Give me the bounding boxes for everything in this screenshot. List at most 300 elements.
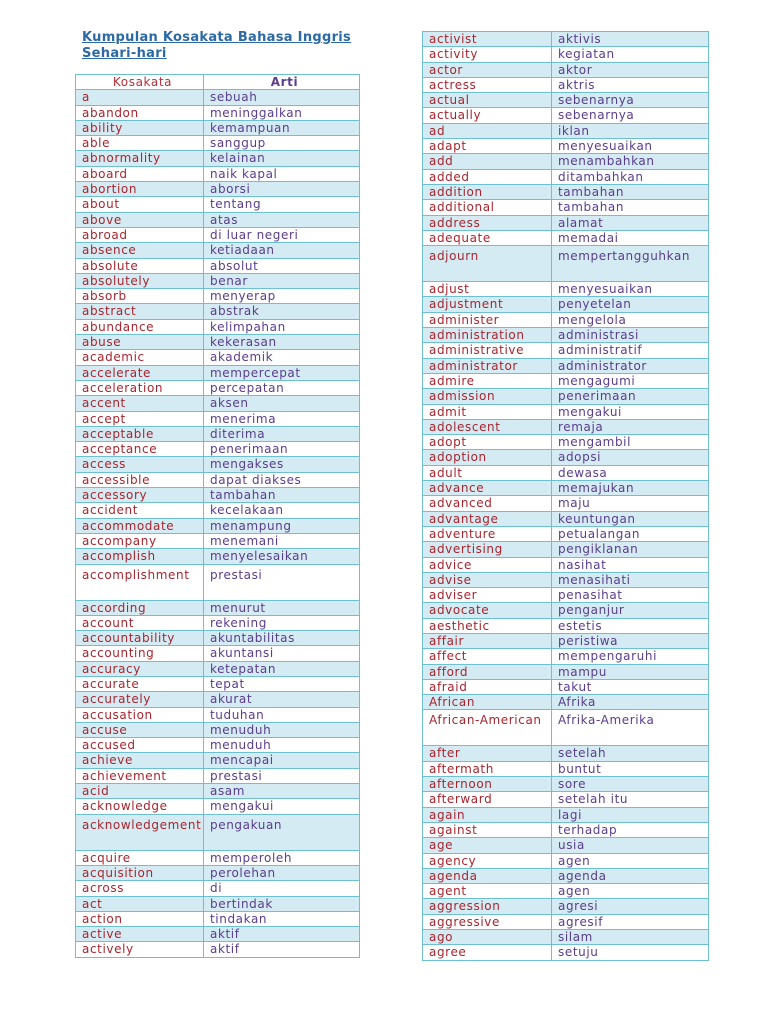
table-row bbox=[423, 32, 709, 47]
table-row bbox=[423, 496, 709, 511]
table-row bbox=[423, 123, 709, 138]
table-row bbox=[423, 184, 709, 199]
table-row bbox=[423, 746, 709, 761]
table-row bbox=[423, 884, 709, 899]
word-cell: addition bbox=[423, 184, 552, 199]
meaning-cell: maju bbox=[552, 496, 709, 511]
meaning-cell: mempertangguhkan bbox=[552, 246, 709, 282]
word-cell: acceleration bbox=[76, 380, 204, 395]
table-row bbox=[423, 435, 709, 450]
table-row bbox=[423, 633, 709, 648]
word-cell: advanced bbox=[423, 496, 552, 511]
meaning-cell: tuduhan bbox=[204, 707, 360, 722]
word-cell: adapt bbox=[423, 139, 552, 154]
table-row bbox=[423, 822, 709, 837]
word-cell: accident bbox=[76, 503, 204, 518]
meaning-cell: silam bbox=[552, 930, 709, 945]
table-row bbox=[76, 768, 360, 783]
word-cell: achievement bbox=[76, 768, 204, 783]
meaning-cell: prestasi bbox=[204, 768, 360, 783]
word-cell: adjourn bbox=[423, 246, 552, 282]
table-header bbox=[76, 75, 360, 90]
table-row bbox=[423, 450, 709, 465]
meaning-cell: kelainan bbox=[204, 151, 360, 166]
table-row bbox=[76, 90, 360, 105]
meaning-cell: buntut bbox=[552, 761, 709, 776]
meaning-cell: dapat diakses bbox=[204, 472, 360, 487]
word-cell: afford bbox=[423, 664, 552, 679]
table-row bbox=[76, 865, 360, 880]
table-row bbox=[76, 197, 360, 212]
meaning-cell: mengakui bbox=[204, 799, 360, 814]
meaning-cell: meninggalkan bbox=[204, 105, 360, 120]
meaning-cell: tepat bbox=[204, 676, 360, 691]
meaning-cell: naik kapal bbox=[204, 166, 360, 181]
table-row bbox=[423, 649, 709, 664]
meaning-cell: setuju bbox=[552, 945, 709, 960]
word-cell: administration bbox=[423, 328, 552, 343]
word-cell: admire bbox=[423, 373, 552, 388]
table-row bbox=[76, 753, 360, 768]
table-row bbox=[423, 679, 709, 694]
table-row bbox=[423, 695, 709, 710]
word-cell: able bbox=[76, 136, 204, 151]
word-cell: abnormality bbox=[76, 151, 204, 166]
word-cell: academic bbox=[76, 350, 204, 365]
table-row bbox=[76, 319, 360, 334]
meaning-cell: penerimaan bbox=[204, 442, 360, 457]
meaning-cell: pengiklanan bbox=[552, 542, 709, 557]
meaning-cell: mempercepat bbox=[204, 365, 360, 380]
word-cell: acquire bbox=[76, 850, 204, 865]
meaning-cell: agen bbox=[552, 884, 709, 899]
meaning-cell: sebuah bbox=[204, 90, 360, 105]
table-row bbox=[76, 911, 360, 926]
word-cell: absolute bbox=[76, 258, 204, 273]
word-cell: adolescent bbox=[423, 419, 552, 434]
word-cell: agenda bbox=[423, 868, 552, 883]
word-cell: adopt bbox=[423, 435, 552, 450]
table-row bbox=[423, 343, 709, 358]
table-row bbox=[76, 151, 360, 166]
word-cell: actor bbox=[423, 62, 552, 77]
table-row bbox=[423, 312, 709, 327]
meaning-cell: menyelesaikan bbox=[204, 549, 360, 564]
table-row bbox=[76, 784, 360, 799]
word-cell: abuse bbox=[76, 335, 204, 350]
word-cell: aggressive bbox=[423, 914, 552, 929]
table-row bbox=[76, 289, 360, 304]
meaning-cell: agresi bbox=[552, 899, 709, 914]
word-cell: above bbox=[76, 212, 204, 227]
table-row bbox=[423, 710, 709, 746]
meaning-cell: tambahan bbox=[552, 200, 709, 215]
table-row bbox=[76, 707, 360, 722]
word-cell: add bbox=[423, 154, 552, 169]
table-row bbox=[76, 942, 360, 957]
word-cell: advise bbox=[423, 572, 552, 587]
meaning-cell: pengakuan bbox=[204, 814, 360, 850]
table-row bbox=[423, 792, 709, 807]
table-row bbox=[423, 853, 709, 868]
meaning-cell: menyesuaikan bbox=[552, 282, 709, 297]
meaning-cell: penyetelan bbox=[552, 297, 709, 312]
table-row bbox=[423, 139, 709, 154]
table-row bbox=[76, 488, 360, 503]
word-cell: affect bbox=[423, 649, 552, 664]
table-row bbox=[423, 542, 709, 557]
word-cell: accounting bbox=[76, 646, 204, 661]
word-cell: actress bbox=[423, 77, 552, 92]
word-cell: adviser bbox=[423, 588, 552, 603]
word-cell: about bbox=[76, 197, 204, 212]
meaning-cell: administrasi bbox=[552, 328, 709, 343]
word-cell: afternoon bbox=[423, 777, 552, 792]
meaning-cell: ketepatan bbox=[204, 661, 360, 676]
word-cell: advantage bbox=[423, 511, 552, 526]
table-row bbox=[76, 564, 360, 600]
meaning-cell: absolut bbox=[204, 258, 360, 273]
page-title bbox=[82, 30, 351, 62]
meaning-cell: terhadap bbox=[552, 822, 709, 837]
meaning-cell: dewasa bbox=[552, 465, 709, 480]
table-row bbox=[423, 62, 709, 77]
meaning-cell: aktif bbox=[204, 927, 360, 942]
word-cell: aftermath bbox=[423, 761, 552, 776]
word-cell: acquisition bbox=[76, 865, 204, 880]
meaning-cell: memadai bbox=[552, 230, 709, 245]
table-row bbox=[423, 618, 709, 633]
table-row bbox=[76, 692, 360, 707]
meaning-cell: estetis bbox=[552, 618, 709, 633]
table-row bbox=[423, 838, 709, 853]
table-row bbox=[423, 899, 709, 914]
table-row bbox=[423, 47, 709, 62]
table-row bbox=[76, 722, 360, 737]
table-row bbox=[423, 664, 709, 679]
header-arti: Arti bbox=[204, 75, 360, 90]
meaning-cell: aktivis bbox=[552, 32, 709, 47]
table-row bbox=[423, 328, 709, 343]
meaning-cell: ketiadaan bbox=[204, 243, 360, 258]
meaning-cell: sanggup bbox=[204, 136, 360, 151]
table-row bbox=[423, 603, 709, 618]
table-row bbox=[76, 615, 360, 630]
word-cell: again bbox=[423, 807, 552, 822]
word-cell: abortion bbox=[76, 182, 204, 197]
meaning-cell: remaja bbox=[552, 419, 709, 434]
meaning-cell: menyesuaikan bbox=[552, 139, 709, 154]
meaning-cell: menasihati bbox=[552, 572, 709, 587]
meaning-cell: menampung bbox=[204, 518, 360, 533]
word-cell: accurately bbox=[76, 692, 204, 707]
meaning-cell: perolehan bbox=[204, 865, 360, 880]
table-row bbox=[423, 215, 709, 230]
table-row bbox=[423, 777, 709, 792]
word-cell: acceptance bbox=[76, 442, 204, 457]
meaning-cell: kemampuan bbox=[204, 120, 360, 135]
table-row bbox=[76, 120, 360, 135]
table-row bbox=[76, 335, 360, 350]
meaning-cell: memajukan bbox=[552, 481, 709, 496]
meaning-cell: menambahkan bbox=[552, 154, 709, 169]
meaning-cell: nasihat bbox=[552, 557, 709, 572]
table-row bbox=[76, 212, 360, 227]
word-cell: ago bbox=[423, 930, 552, 945]
table-row bbox=[76, 166, 360, 181]
word-cell: abundance bbox=[76, 319, 204, 334]
word-cell: action bbox=[76, 911, 204, 926]
table-row bbox=[76, 518, 360, 533]
word-cell: accomplishment bbox=[76, 564, 204, 600]
word-cell: administrative bbox=[423, 343, 552, 358]
meaning-cell: agen bbox=[552, 853, 709, 868]
word-cell: adventure bbox=[423, 526, 552, 541]
meaning-cell: penerimaan bbox=[552, 389, 709, 404]
meaning-cell: keuntungan bbox=[552, 511, 709, 526]
meaning-cell: mengagumi bbox=[552, 373, 709, 388]
meaning-cell: tindakan bbox=[204, 911, 360, 926]
word-cell: accuse bbox=[76, 722, 204, 737]
word-cell: account bbox=[76, 615, 204, 630]
table-row bbox=[76, 426, 360, 441]
table-row bbox=[76, 411, 360, 426]
meaning-cell: aktif bbox=[204, 942, 360, 957]
word-cell: agree bbox=[423, 945, 552, 960]
table-row bbox=[423, 230, 709, 245]
word-cell: active bbox=[76, 927, 204, 942]
table-row bbox=[76, 503, 360, 518]
word-cell: ability bbox=[76, 120, 204, 135]
word-cell: abroad bbox=[76, 227, 204, 242]
table-row bbox=[76, 350, 360, 365]
word-cell: agency bbox=[423, 853, 552, 868]
word-cell: accommodate bbox=[76, 518, 204, 533]
meaning-cell: aktris bbox=[552, 77, 709, 92]
word-cell: accusation bbox=[76, 707, 204, 722]
word-cell: aggression bbox=[423, 899, 552, 914]
meaning-cell: abstrak bbox=[204, 304, 360, 319]
meaning-cell: benar bbox=[204, 273, 360, 288]
table-row bbox=[423, 572, 709, 587]
meaning-cell: di luar negeri bbox=[204, 227, 360, 242]
word-cell: accurate bbox=[76, 676, 204, 691]
word-cell: advance bbox=[423, 481, 552, 496]
meaning-cell: sebenarnya bbox=[552, 108, 709, 123]
word-cell: additional bbox=[423, 200, 552, 215]
meaning-cell: percepatan bbox=[204, 380, 360, 395]
word-cell: activity bbox=[423, 47, 552, 62]
table-row bbox=[76, 273, 360, 288]
meaning-cell: diterima bbox=[204, 426, 360, 441]
table-row bbox=[423, 868, 709, 883]
meaning-cell: mengambil bbox=[552, 435, 709, 450]
table-row bbox=[76, 258, 360, 273]
meaning-cell: Afrika-Amerika bbox=[552, 710, 709, 746]
word-cell: advice bbox=[423, 557, 552, 572]
meaning-cell: atas bbox=[204, 212, 360, 227]
table-row bbox=[76, 799, 360, 814]
meaning-cell: mempengaruhi bbox=[552, 649, 709, 664]
meaning-cell: adopsi bbox=[552, 450, 709, 465]
table-row bbox=[423, 358, 709, 373]
meaning-cell: setelah bbox=[552, 746, 709, 761]
word-cell: actual bbox=[423, 93, 552, 108]
word-cell: administer bbox=[423, 312, 552, 327]
table-row bbox=[76, 549, 360, 564]
table-row bbox=[76, 304, 360, 319]
meaning-cell: takut bbox=[552, 679, 709, 694]
word-cell: aesthetic bbox=[423, 618, 552, 633]
word-cell: accompany bbox=[76, 533, 204, 548]
word-cell: accused bbox=[76, 738, 204, 753]
word-cell: adequate bbox=[423, 230, 552, 245]
table-row bbox=[423, 557, 709, 572]
meaning-cell: peristiwa bbox=[552, 633, 709, 648]
word-cell: achieve bbox=[76, 753, 204, 768]
word-cell: agent bbox=[423, 884, 552, 899]
word-cell: aboard bbox=[76, 166, 204, 181]
meaning-cell: mengelola bbox=[552, 312, 709, 327]
table-row bbox=[423, 526, 709, 541]
table-row bbox=[423, 914, 709, 929]
word-cell: according bbox=[76, 600, 204, 615]
meaning-cell: mampu bbox=[552, 664, 709, 679]
word-cell: added bbox=[423, 169, 552, 184]
word-cell: accent bbox=[76, 396, 204, 411]
meaning-cell: kegiatan bbox=[552, 47, 709, 62]
word-cell: a bbox=[76, 90, 204, 105]
meaning-cell: menuduh bbox=[204, 722, 360, 737]
table-row bbox=[76, 676, 360, 691]
title-line-2: Sehari-hari bbox=[82, 46, 167, 61]
header-kosakata: Kosakata bbox=[76, 75, 204, 90]
word-cell: act bbox=[76, 896, 204, 911]
word-cell: African-American bbox=[423, 710, 552, 746]
meaning-cell: di bbox=[204, 881, 360, 896]
table-row bbox=[423, 945, 709, 960]
meaning-cell: administratif bbox=[552, 343, 709, 358]
table-row bbox=[76, 646, 360, 661]
meaning-cell: setelah itu bbox=[552, 792, 709, 807]
meaning-cell: rekening bbox=[204, 615, 360, 630]
table-row bbox=[76, 365, 360, 380]
word-cell: African bbox=[423, 695, 552, 710]
word-cell: advocate bbox=[423, 603, 552, 618]
table-row bbox=[423, 465, 709, 480]
word-cell: accuracy bbox=[76, 661, 204, 676]
word-cell: accessory bbox=[76, 488, 204, 503]
table-row bbox=[76, 600, 360, 615]
word-cell: across bbox=[76, 881, 204, 896]
table-row bbox=[76, 533, 360, 548]
table-row bbox=[76, 896, 360, 911]
word-cell: adult bbox=[423, 465, 552, 480]
vocabulary-table-right bbox=[422, 31, 709, 961]
meaning-cell: akuntabilitas bbox=[204, 631, 360, 646]
table-row bbox=[423, 154, 709, 169]
table-row bbox=[76, 105, 360, 120]
table-row bbox=[76, 396, 360, 411]
meaning-cell: iklan bbox=[552, 123, 709, 138]
meaning-cell: kekerasan bbox=[204, 335, 360, 350]
table-row bbox=[76, 631, 360, 646]
table-row bbox=[76, 927, 360, 942]
table-row bbox=[423, 761, 709, 776]
word-cell: acknowledgement bbox=[76, 814, 204, 850]
meaning-cell: aksen bbox=[204, 396, 360, 411]
word-cell: accomplish bbox=[76, 549, 204, 564]
meaning-cell: akuntansi bbox=[204, 646, 360, 661]
table-row bbox=[76, 243, 360, 258]
meaning-cell: Afrika bbox=[552, 695, 709, 710]
word-cell: access bbox=[76, 457, 204, 472]
table-row bbox=[423, 77, 709, 92]
word-cell: address bbox=[423, 215, 552, 230]
vocabulary-table-left bbox=[75, 74, 360, 958]
meaning-cell: petualangan bbox=[552, 526, 709, 541]
meaning-cell: asam bbox=[204, 784, 360, 799]
table-row bbox=[423, 169, 709, 184]
meaning-cell: aktor bbox=[552, 62, 709, 77]
word-cell: absolutely bbox=[76, 273, 204, 288]
meaning-cell: tentang bbox=[204, 197, 360, 212]
table-row bbox=[76, 457, 360, 472]
word-cell: adjust bbox=[423, 282, 552, 297]
table-row bbox=[423, 246, 709, 282]
table-row bbox=[423, 419, 709, 434]
table-row bbox=[76, 472, 360, 487]
word-cell: abstract bbox=[76, 304, 204, 319]
meaning-cell: menemani bbox=[204, 533, 360, 548]
table-row bbox=[76, 136, 360, 151]
word-cell: activist bbox=[423, 32, 552, 47]
meaning-cell: menuduh bbox=[204, 738, 360, 753]
table-row bbox=[423, 108, 709, 123]
meaning-cell: menerima bbox=[204, 411, 360, 426]
meaning-cell: tambahan bbox=[552, 184, 709, 199]
word-cell: accept bbox=[76, 411, 204, 426]
table-row bbox=[423, 282, 709, 297]
meaning-cell: agenda bbox=[552, 868, 709, 883]
table-row bbox=[423, 93, 709, 108]
meaning-cell: ditambahkan bbox=[552, 169, 709, 184]
table-row bbox=[423, 588, 709, 603]
word-cell: ad bbox=[423, 123, 552, 138]
word-cell: after bbox=[423, 746, 552, 761]
word-cell: actively bbox=[76, 942, 204, 957]
table-row bbox=[76, 227, 360, 242]
word-cell: accessible bbox=[76, 472, 204, 487]
meaning-cell: kecelakaan bbox=[204, 503, 360, 518]
table-row bbox=[76, 738, 360, 753]
word-cell: absence bbox=[76, 243, 204, 258]
word-cell: afraid bbox=[423, 679, 552, 694]
table-row bbox=[76, 850, 360, 865]
meaning-cell: menyerap bbox=[204, 289, 360, 304]
meaning-cell: administrator bbox=[552, 358, 709, 373]
meaning-cell: aborsi bbox=[204, 182, 360, 197]
word-cell: adjustment bbox=[423, 297, 552, 312]
word-cell: adoption bbox=[423, 450, 552, 465]
meaning-cell: akademik bbox=[204, 350, 360, 365]
word-cell: against bbox=[423, 822, 552, 837]
meaning-cell: agresif bbox=[552, 914, 709, 929]
table-row bbox=[423, 297, 709, 312]
word-cell: age bbox=[423, 838, 552, 853]
word-cell: administrator bbox=[423, 358, 552, 373]
table-row bbox=[76, 814, 360, 850]
